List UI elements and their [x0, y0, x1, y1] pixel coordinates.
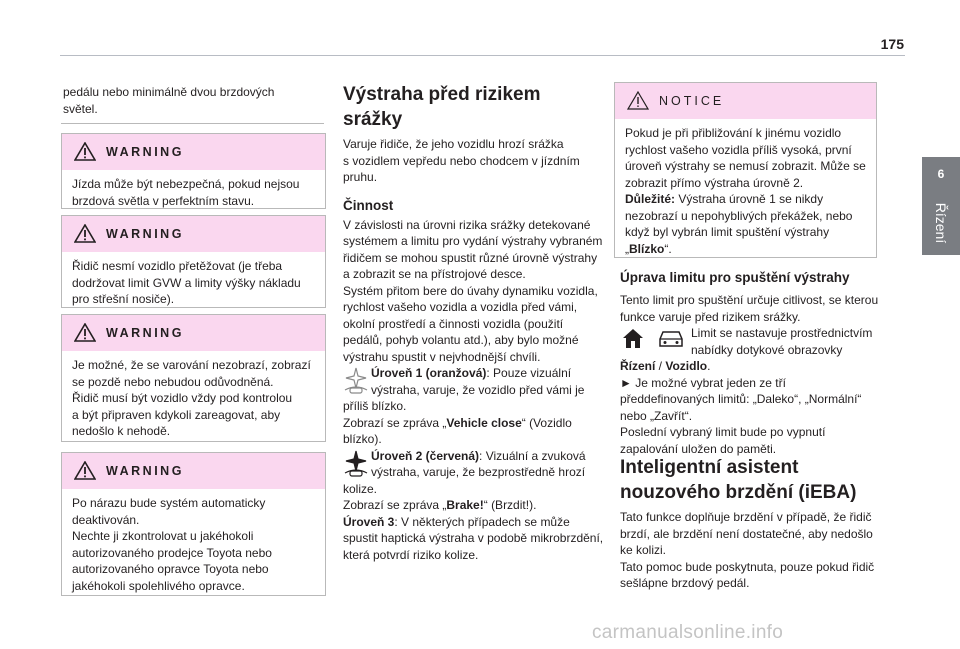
home-icon [620, 326, 646, 350]
level-3-label: Úroveň 3 [343, 514, 395, 529]
warning-triangle-icon [74, 224, 96, 243]
warning-line: Nechte ji zkontrolovat u jakéhokoli [72, 529, 254, 543]
warning-box [61, 215, 326, 308]
warning-line: pro střešní nosiče). [72, 292, 175, 306]
warning-line: brzdová světla v perfektním stavu. [72, 193, 255, 208]
text-line: řidičem se mohou spustit různé úrovně výstrahy [343, 250, 598, 265]
threshold-intro [620, 292, 880, 325]
text-line: nabídky dotykové obrazovky [691, 342, 843, 357]
chapter-number: 6 [937, 167, 945, 181]
chapter-label: Řízení [933, 202, 949, 244]
notice-triangle-icon [627, 91, 649, 110]
heading-line: nouzového brzdění (iEBA) [620, 482, 857, 503]
warning-header [62, 315, 325, 351]
warning-box [61, 133, 326, 209]
text-line: výstraha, varuje, že bezprostředně hrozí [371, 465, 586, 479]
text-line: kolize. [343, 481, 378, 496]
menu-path-block [620, 325, 880, 457]
section-intro [343, 136, 608, 186]
text-span: “ (Brzdit!). [483, 498, 537, 512]
text-span: : Pouze vizuální [486, 366, 572, 380]
warning-box [61, 452, 326, 596]
text-line: zobrazit přímo výstraha úrovně 2. [625, 175, 804, 190]
text-line: výstrahu spustit v nejvhodnější chvíli. [343, 349, 541, 364]
warning-title: WARNING [106, 326, 184, 340]
warning-line: nedošlo k nehodě. [72, 424, 171, 438]
section-heading [620, 455, 880, 505]
text-span: Zobrazí se zpráva „ [343, 415, 447, 430]
text-line: Varuje řidiče, že jeho vozidlu hrozí srážka [343, 137, 564, 151]
text-line: sešlápne brzdový pedál. [620, 576, 750, 590]
watermark: carmanualsonline.info [592, 622, 784, 643]
warning-title: WARNING [106, 227, 184, 241]
text-span: “. [664, 241, 672, 256]
section-collision-warning [343, 82, 608, 563]
warning-line: jakéhokoli spolehlivého opravce. [72, 578, 245, 593]
ieba-text [620, 509, 880, 592]
text-line: s vozidlem vepředu nebo chodcem v jízdním [343, 153, 580, 168]
section-heading [343, 82, 608, 132]
intro-line: pedálu nebo minimálně dvou brzdových [63, 85, 275, 99]
warning-line: se pozdě nebo nebudou odůvodněná. [72, 374, 274, 389]
text-line: a zobrazit se na přístrojové desce. [343, 267, 526, 281]
text-line: pedálů, pohyb volantu atd.), aby bylo možné [343, 333, 579, 347]
bullet-line: ► Je možné vybrat jeden ze tří [620, 375, 786, 390]
notice-header [615, 83, 876, 119]
warning-triangle-icon [74, 142, 96, 161]
text-line: Tato pomoc bude poskytnuta, pouze pokud řidič [620, 559, 875, 574]
text-line: spustit haptická výstraha v podobě mikrobrzdění, [343, 531, 604, 545]
text-span: „ [625, 241, 629, 256]
text-line: funkce varuje před rizikem srážky. [620, 309, 801, 324]
level-3-block [343, 514, 608, 564]
warning-line: Řidič musí být vozidlo vždy pod kontrolou [72, 391, 293, 405]
section-threshold [620, 270, 880, 457]
operation-text [343, 217, 608, 366]
text-line: V závislosti na úrovni rizika srážky detekované [343, 217, 591, 232]
text-line: Poslední vybraný limit bude po vypnutí [620, 425, 826, 439]
text-line: okolní prostředí a činnosti vozidla (použití [343, 316, 564, 331]
warning-line: a být připraven kdykoli zareagovat, aby [72, 407, 281, 422]
collision-alert-level1-icon [342, 366, 370, 394]
warning-line: Je možné, že se varování nezobrazí, zobrazí [72, 358, 311, 372]
text-span: : V některých případech se může [394, 514, 570, 529]
text-line: rychlost vašeho vozidla a vozidla před vámi, [343, 300, 578, 314]
menu-item-vehicle: Vozidlo [665, 359, 708, 373]
section-ieba [620, 455, 880, 592]
warning-title: WARNING [106, 145, 184, 159]
option-name: Blízko [629, 241, 665, 256]
message-name: Vehicle close [446, 415, 522, 430]
warning-line: Po nárazu bude systém automaticky [72, 496, 266, 510]
level-2-block [343, 448, 608, 514]
warning-line: Jízda může být nebezpečná, pokud nejsou [72, 177, 300, 191]
text-line: pruhu. [343, 170, 378, 184]
text-line: úroveň výstrahy se nemusí zobrazit. Může se [625, 159, 866, 173]
warning-box [61, 314, 326, 442]
warning-triangle-icon [74, 461, 96, 480]
text-span: : Vizuální a zvuková [479, 448, 586, 463]
text-line: blízko). [343, 432, 382, 446]
text-span: / [655, 359, 666, 373]
heading-line: Výstraha před rizikem [343, 84, 541, 105]
heading-line: srážky [343, 109, 403, 130]
intro-block [61, 81, 324, 124]
warning-line: deaktivován. [72, 512, 140, 527]
text-line: ke kolizi. [620, 543, 667, 557]
warning-line: autorizovaného prodejce Toyota nebo [72, 545, 272, 560]
text-line: nezobrazí u nepohyblivých překážek, nebo [625, 208, 853, 223]
collision-alert-level2-icon [342, 449, 370, 477]
text-line: brzdí, ale brzdění není dostatečné, aby nedošlo [620, 526, 873, 541]
warning-line: Řidič nesmí vozidlo přetěžovat (je třeba [72, 259, 283, 273]
text-line: Pokud je při přibližování k jinému vozidlo [625, 126, 842, 140]
warning-triangle-icon [74, 323, 96, 342]
text-span: . [707, 359, 711, 373]
level-2-label: Úroveň 2 (červená) [371, 448, 480, 463]
text-line: která potvrdí riziko kolize. [343, 547, 479, 562]
text-span: Zobrazí se zpráva „ [343, 498, 447, 512]
text-line: systémem a limitu pro vydání výstrahy vybraném [343, 234, 603, 248]
text-line: Systém přitom bere do úvahy dynamiku vozidla, [343, 283, 598, 298]
warning-header [62, 453, 325, 489]
warning-line: dodržovat limit GVW a limity výšky nákladu [72, 275, 301, 290]
notice-box [614, 82, 877, 258]
warning-header [62, 216, 325, 252]
warning-header [62, 134, 325, 170]
subsection-heading: Činnost [343, 197, 394, 213]
message-name: Brake! [446, 498, 484, 512]
text-line: rychlost vašeho vozidla příliš vysoká, první [625, 142, 852, 157]
level-1-label: Úroveň 1 (oranžová) [371, 366, 487, 380]
text-line: když byl vybrán limit spuštění výstrahy [625, 225, 830, 239]
menu-item-driving: Řízení [620, 359, 656, 373]
header-rule [60, 55, 905, 56]
text-line: zapalování uložen do paměti. [620, 441, 777, 456]
text-line: Limit se nastavuje prostřednictvím [691, 326, 873, 340]
intro-line: světel. [63, 101, 98, 116]
warning-line: autorizovaného opravce Toyota nebo [72, 562, 269, 576]
text-line: výstraha, varuje, že vozidlo před vámi je [371, 382, 585, 397]
text-line: předdefinovaných limitů: „Daleko“, „Normální“ [620, 392, 862, 406]
level-1-block [343, 365, 608, 448]
text-line: příliš blízko. [343, 399, 407, 413]
page-number: 175 [880, 36, 904, 52]
heading-line: Inteligentní asistent [620, 457, 799, 478]
text-line: Tato funkce doplňuje brzdění v případě, že řidič [620, 510, 872, 524]
text-line: Tento limit pro spuštění určuje citlivost, se kterou [620, 293, 879, 307]
text-line: nebo „Zavřít“. [620, 408, 693, 423]
text-span: Výstraha úrovně 1 se nikdy [675, 192, 824, 206]
warning-title: WARNING [106, 464, 184, 478]
subsection-heading: Úprava limitu pro spuštění výstrahy [620, 270, 850, 285]
notice-title: NOTICE [659, 94, 725, 108]
text-span: “ (Vozidlo [521, 415, 572, 430]
vehicle-icon [656, 327, 686, 349]
important-label: Důležité: [625, 192, 676, 206]
